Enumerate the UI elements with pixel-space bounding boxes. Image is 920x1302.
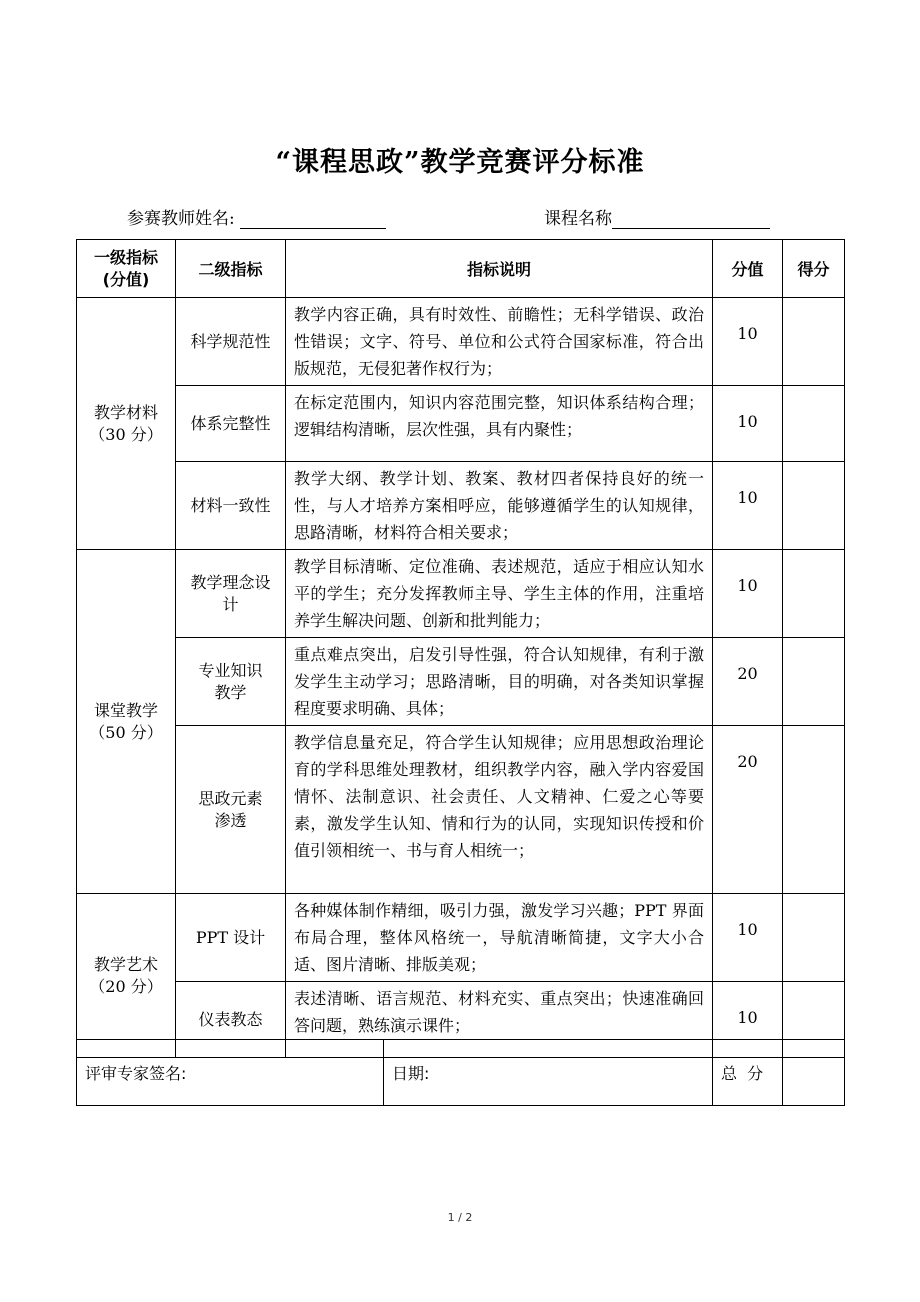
reviewer-signature-label: 评审专家签名: <box>85 1064 187 1083</box>
item-name: 材料一致性 <box>176 462 286 550</box>
item-score: 10 <box>713 982 783 1058</box>
scoring-table <box>76 239 845 1058</box>
item-description: 各种媒体制作精细，吸引力强，激发学习兴趣；PPT 界面布局合理，整体风格统一，导航清晰简捷，文字大小合适、图片清晰、排版美观； <box>286 894 713 982</box>
table-row <box>77 894 845 982</box>
item-name: 专业知识 教学 <box>176 638 286 726</box>
date-label: 日期: <box>392 1064 430 1083</box>
header-row <box>77 240 845 298</box>
item-name: 体系完整性 <box>176 386 286 462</box>
item-score: 10 <box>713 550 783 638</box>
got-score-cell[interactable] <box>783 550 845 638</box>
item-name: 思政元素 渗透 <box>176 726 286 894</box>
got-score-cell[interactable] <box>783 726 845 894</box>
total-score-cell[interactable] <box>783 1040 845 1106</box>
item-description: 表述清晰、语言规范、材料充实、重点突出；快速准确回答问题，熟练演示课件； <box>286 982 713 1058</box>
group-name: 教学材料 （30 分） <box>77 298 176 550</box>
table-row <box>77 550 845 638</box>
reviewer-signature-cell[interactable] <box>77 1040 384 1106</box>
group-name: 教学艺术 （20 分） <box>77 894 176 1058</box>
item-score: 10 <box>713 462 783 550</box>
header-description: 指标说明 <box>286 240 713 298</box>
page-number: 1 / 2 <box>447 1211 473 1224</box>
table-row <box>77 638 845 726</box>
footer-table <box>76 1039 845 1106</box>
header-score: 分值 <box>713 240 783 298</box>
item-name: PPT 设计 <box>176 894 286 982</box>
item-description: 教学信息量充足，符合学生认知规律；应用思想政治理论育的学科思维处理教材，组织教学内容，融入学内容爱国情怀、法制意识、社会责任、人文精神、仁爱之心等要素，激发学生认知、情和行为的认同，实现知识传授和价值引领相统一、书与育人相统一； <box>286 726 713 894</box>
item-description: 重点难点突出，启发引导性强，符合认知规律，有利于激发学生主动学习；思路清晰，目的明确，对各类知识掌握程度要求明确、具体； <box>286 638 713 726</box>
course-name-field <box>544 204 770 229</box>
page-title: “课程思政”教学竞赛评分标准 <box>275 147 645 178</box>
header-level1: 一级指标 (分值) <box>77 240 176 298</box>
item-score: 10 <box>713 298 783 386</box>
total-label: 总 分 <box>713 1040 783 1106</box>
got-score-cell[interactable] <box>783 894 845 982</box>
course-name-label: 课程名称 <box>544 209 612 229</box>
header-got: 得分 <box>783 240 845 298</box>
table-row <box>77 386 845 462</box>
item-description: 教学内容正确，具有时效性、前瞻性；无科学错误、政治性错误；文字、符号、单位和公式符合国家标准，符合出版规范，无侵犯著作权行为； <box>286 298 713 386</box>
item-description: 教学目标清晰、定位准确、表述规范，适应于相应认知水平的学生；充分发挥教师主导、学生主体的作用，注重培养学生解决问题、创新和批判能力； <box>286 550 713 638</box>
got-score-cell[interactable] <box>783 638 845 726</box>
item-score: 10 <box>713 386 783 462</box>
item-description: 在标定范围内，知识内容范围完整，知识体系结构合理；逻辑结构清晰，层次性强，具有内聚性； <box>286 386 713 462</box>
item-score: 10 <box>713 894 783 982</box>
item-name: 教学理念设 计 <box>176 550 286 638</box>
item-score: 20 <box>713 638 783 726</box>
got-score-cell[interactable] <box>783 298 845 386</box>
item-score: 20 <box>713 726 783 894</box>
table-row <box>77 462 845 550</box>
got-score-cell[interactable] <box>783 386 845 462</box>
date-cell[interactable] <box>384 1040 713 1106</box>
teacher-name-label: 参赛教师姓名: <box>127 209 235 229</box>
header-level2: 二级指标 <box>176 240 286 298</box>
item-description: 教学大纲、教学计划、教案、教材四者保持良好的统一性，与人才培养方案相呼应，能够遵循学生的认知规律，思路清晰，材料符合相关要求； <box>286 462 713 550</box>
item-name: 科学规范性 <box>176 298 286 386</box>
teacher-name-blank <box>240 210 386 229</box>
group-name: 课堂教学 （50 分） <box>77 550 176 894</box>
table-row <box>77 726 845 894</box>
course-name-blank <box>612 210 770 229</box>
table-row <box>77 298 845 386</box>
item-name: 仪表教态 <box>176 982 286 1058</box>
teacher-name-field <box>127 204 386 229</box>
got-score-cell[interactable] <box>783 462 845 550</box>
